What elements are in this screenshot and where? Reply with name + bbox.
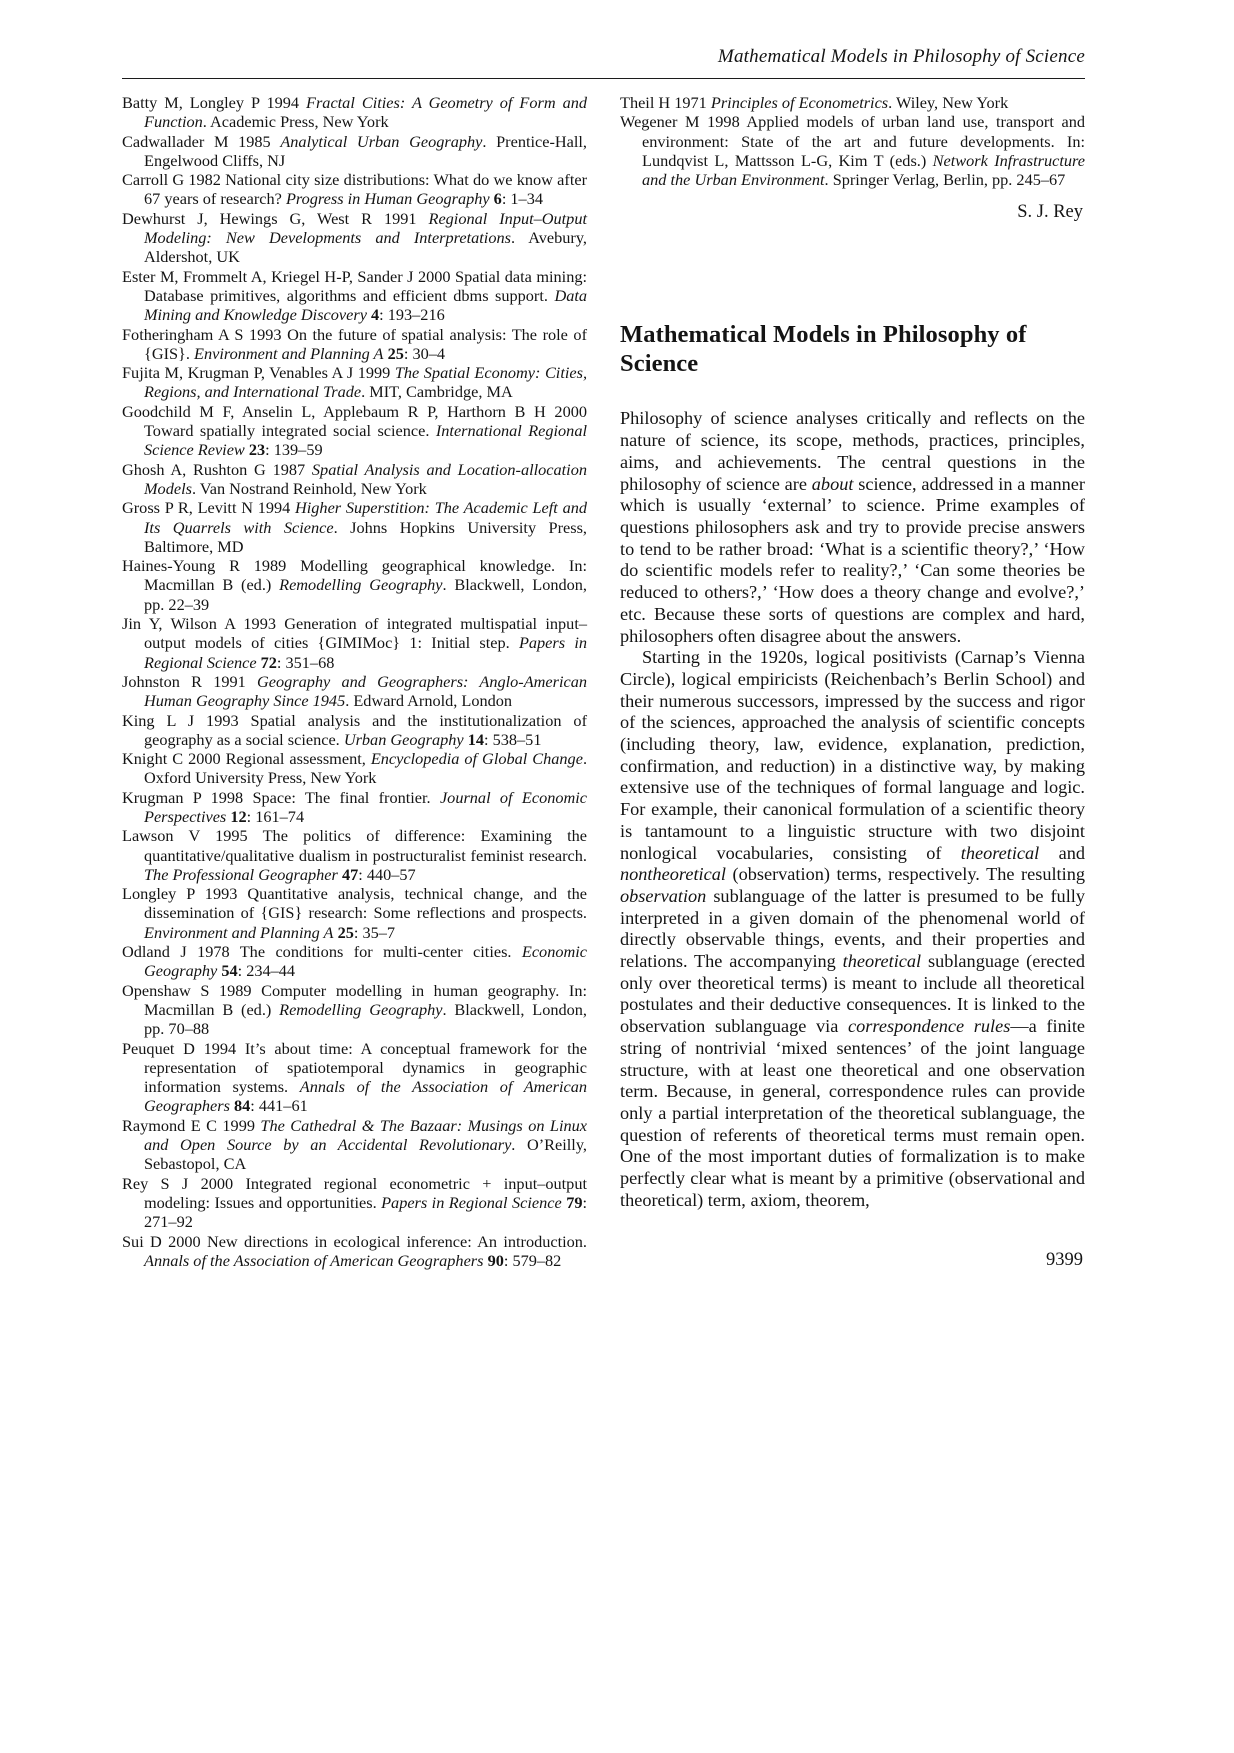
article-title: Mathematical Models in Philosophy of Science — [620, 321, 1027, 378]
italic-run: Network Infrastructure and the Urban Environment — [642, 150, 1085, 190]
italic-run: Encyclopedia of Global Change — [370, 749, 583, 769]
bold-run: 84 — [234, 1096, 251, 1116]
reference-item: Batty M, Longley P 1994 Fractal Cities: A Geometry of Form and Function. Academic Press, New York — [122, 93, 587, 132]
page-sheet — [122, 46, 1085, 1271]
reference-item: Ester M, Frommelt A, Kriegel H-P, Sander J 2000 Spatial data mining: Database primitives, algorithms and efficient dbms support. Data Mining and Knowledge Discovery 4: 193–216 — [122, 266, 587, 325]
left-column — [122, 93, 587, 1271]
bold-run: 25 — [337, 922, 354, 942]
bold-run: 47 — [341, 864, 359, 884]
italic-run: about — [811, 473, 854, 494]
italic-run: Annals of the Association of American Geographers — [144, 1077, 587, 1116]
italic-run: Higher Superstition: The Academic Left and Its Quarrels with Science — [144, 498, 587, 537]
reference-item: Haines-Young R 1989 Modelling geographical knowledge. In: Macmillan B (ed.) Remodelling Geography. Blackwell, London, pp. 22–39 — [122, 556, 587, 614]
italic-run: Data Mining and Knowledge Discovery — [144, 285, 587, 325]
italic-run: The Cathedral & The Bazaar: Musings on Linux and Open Source by an Accidental Revolutionary — [144, 1115, 587, 1155]
italic-run: Analytical Urban Geography — [280, 131, 483, 151]
italic-run: Annals of the Association of American Geographers — [144, 1250, 484, 1270]
italic-run: correspondence rules — [848, 1016, 1011, 1037]
reference-item: Johnston R 1991 Geography and Geographers: Anglo-American Human Geography Since 1945. Edward Arnold, London — [122, 671, 587, 711]
bold-run: 4 — [371, 305, 380, 325]
bold-run: 25 — [387, 343, 404, 363]
italic-run: Progress in Human Geography — [285, 189, 490, 209]
bold-run: 72 — [260, 652, 277, 672]
page-number: 9399 — [1046, 1249, 1083, 1270]
italic-run: Remodelling Geography — [279, 575, 443, 595]
italic-run: International Regional Science Review — [144, 421, 587, 460]
italic-run: Papers in Regional Science — [144, 633, 587, 672]
reference-item: Jin Y, Wilson A 1993 Generation of integrated multispatial input–output models of cities {GIMIMoc} 1: Initial step. Papers in Regional Science 72: 351–68 — [122, 614, 587, 672]
reference-item: Krugman P 1998 Space: The final frontier. Journal of Economic Perspectives 12: 161–74 — [122, 787, 587, 826]
reference-item: Rey S J 2000 Integrated regional econometric + input–output modeling: Issues and opportunities. Papers in Regional Science 79: 271–92 — [122, 1173, 587, 1232]
italic-run: Papers in Regional Science — [381, 1192, 562, 1212]
right-column — [620, 93, 1085, 1271]
reference-item: Dewhurst J, Hewings G, West R 1991 Regional Input–Output Modeling: New Developments and Interpretations. Avebury, Aldershot, UK — [122, 208, 587, 267]
reference-item: Cadwallader M 1985 Analytical Urban Geography. Prentice-Hall, Engelwood Cliffs, NJ — [122, 131, 587, 170]
reference-item: Longley P 1993 Quantitative analysis, technical change, and the dissemination of {GIS} research: Some reflections and prospects. Environment and Planning A 25: 35–7 — [122, 884, 587, 942]
italic-run: theoretical — [960, 842, 1040, 863]
two-column-layout — [122, 93, 1085, 1271]
reference-item: Carroll G 1982 National city size distributions: What do we know after 67 years of research? Progress in Human Geography 6: 1–34 — [122, 170, 587, 209]
italic-run: Urban Geography — [343, 729, 464, 749]
header-rule — [122, 78, 1085, 79]
reference-list-right — [620, 93, 1085, 189]
article-paragraph: Philosophy of science analyses critically and reflects on the nature of science, its scope, methods, practices, principles, aims, and achievements. The central questions in the philosophy of science are about science, addressed in a manner which is usually ‘external’ to science. Prime examples of questions philosophers ask and try to provide precise answers to tend to be rather broad: ‘What is a scientific theory?,’ ‘How do scientific models refer to reality?,’ ‘Can some theories be reduced to others?,’ ‘How does a theory change and evolve?,’ etc. Because these sorts of questions are complex and hard, philosophers often disagree about the answers. — [620, 408, 1086, 646]
italic-run: Regional Input–Output Modeling: New Developments and Interpretations — [144, 208, 587, 248]
reference-item: Fujita M, Krugman P, Venables A J 1999 The Spatial Economy: Cities, Regions, and International Trade. MIT, Cambridge, MA — [122, 363, 588, 402]
italic-run: Geography and Geographers: Anglo-American Human Geography Since 1945 — [144, 671, 587, 711]
reference-item: Gross P R, Levitt N 1994 Higher Superstition: The Academic Left and Its Quarrels with Science. Johns Hopkins University Press, Baltimore, MD — [122, 498, 587, 556]
italic-run: Journal of Economic Perspectives — [144, 787, 587, 826]
running-head: Mathematical Models in Philosophy of Science — [717, 46, 1085, 67]
reference-item: Wegener M 1998 Applied models of urban land use, transport and environment: State of the art and future developments. In: Lundqvist L, Mattsson L-G, Kim T (eds.) Network Infrastructure and the Urban Environment. Springer Verlag, Berlin, pp. 245–67 — [620, 112, 1085, 190]
reference-item: Goodchild M F, Anselin L, Applebaum R P, Harthorn B H 2000 Toward spatially integrated social science. International Regional Science Review 23: 139–59 — [122, 401, 587, 460]
author-signature: S. J. Rey — [1017, 202, 1083, 223]
italic-run: Spatial Analysis and Location-allocation Models — [144, 459, 587, 498]
italic-run: Fractal Cities: A Geometry of Form and Function — [144, 93, 587, 132]
reference-item: Lawson V 1995 The politics of difference: Examining the quantitative/qualitative dualism in postructuralist feminist research. The Professional Geographer 47: 440–57 — [122, 826, 587, 884]
reference-item: Sui D 2000 New directions in ecological inference: An introduction. Annals of the Association of American Geographers 90: 579–82 — [122, 1231, 587, 1270]
reference-item: Knight C 2000 Regional assessment, Encyclopedia of Global Change. Oxford University Press, New York — [122, 749, 588, 788]
bold-run: 6 — [493, 189, 502, 209]
italic-run: nontheoretical — [620, 864, 726, 885]
italic-run: observation — [620, 885, 707, 906]
italic-run: theoretical — [842, 951, 922, 972]
reference-item: King L J 1993 Spatial analysis and the institutionalization of geography as a social science. Urban Geography 14: 538–51 — [122, 710, 587, 749]
article-paragraph: Starting in the 1920s, logical positivists (Carnap’s Vienna Circle), logical empiricists (Reichenbach’s Berlin School) and their numerous successors, impressed by the success and rigor of the sciences, approached the analysis of scientific concepts (including theory, law, evidence, explanation, prediction, confirmation, and reduction) in a distinctive way, by making extensive use of the techniques of formal language and logic. For example, their canonical formulation of a scientific theory is tantamount to a linguistic structure with two disjoint nonlogical vocabularies, consisting of theoretical and nontheoretical (observation) terms, respectively. The resulting observation sublanguage of the latter is presumed to be fully interpreted in a given domain of the phenomenal world of directly observable things, events, and their properties and relations. The accompanying theoretical sublanguage (erected only over theoretical terms) is meant to include all theoretical postulates and their deductive consequences. It is linked to the observation sublanguage via correspondence rules—a finite string of nontrivial ‘mixed sentences’ of the joint language structure, with at least one theoretical and one observation term. Because, in general, correspondence rules can provide only a partial interpretation of the theoretical sublanguage, the question of referents of theoretical terms must remain open. One of the most important duties of formalization is to make perfectly clear what is meant by a primitive (observational and theoretical) term, axiom, theorem, — [620, 647, 1086, 1210]
bold-run: 14 — [467, 729, 485, 749]
reference-item: Ghosh A, Rushton G 1987 Spatial Analysis and Location-allocation Models. Van Nostrand Reinhold, New York — [122, 459, 587, 498]
italic-run: Remodelling Geography — [279, 999, 443, 1019]
italic-run: The Professional Geographer — [144, 864, 338, 884]
bold-run: 90 — [487, 1250, 504, 1270]
italic-run: Environment and Planning A — [144, 922, 334, 942]
reference-item: Odland J 1978 The conditions for multi-center cities. Economic Geography 54: 234–44 — [122, 942, 587, 981]
bold-run: 54 — [221, 961, 238, 981]
reference-item: Raymond E C 1999 The Cathedral & The Bazaar: Musings on Linux and Open Source by an Accidental Revolutionary. O’Reilly, Sebastopol, CA — [122, 1115, 587, 1174]
reference-item: Peuquet D 1994 It’s about time: A conceptual framework for the representation of spatiotemporal dynamics in geographic information systems. Annals of the Association of American Geographers 84: 441–61 — [122, 1038, 587, 1116]
bold-run: 12 — [230, 806, 247, 826]
reference-item: Openshaw S 1989 Computer modelling in human geography. In: Macmillan B (ed.) Remodelling Geography. Blackwell, London, pp. 70–88 — [122, 980, 587, 1039]
reference-item: Theil H 1971 Principles of Econometrics. Wiley, New York — [620, 93, 1009, 112]
bold-run: 79 — [566, 1192, 583, 1212]
reference-item: Fotheringham A S 1993 On the future of spatial analysis: The role of {GIS}. Environment and Planning A 25: 30–4 — [122, 324, 587, 363]
bold-run: 23 — [248, 440, 266, 460]
italic-run: Economic Geography — [144, 942, 587, 981]
italic-run: Environment and Planning A — [194, 343, 384, 363]
italic-run: The Spatial Economy: Cities, Regions, and International Trade — [144, 363, 588, 402]
article-body — [620, 408, 1085, 1211]
italic-run: Principles of Econometrics — [710, 93, 889, 112]
